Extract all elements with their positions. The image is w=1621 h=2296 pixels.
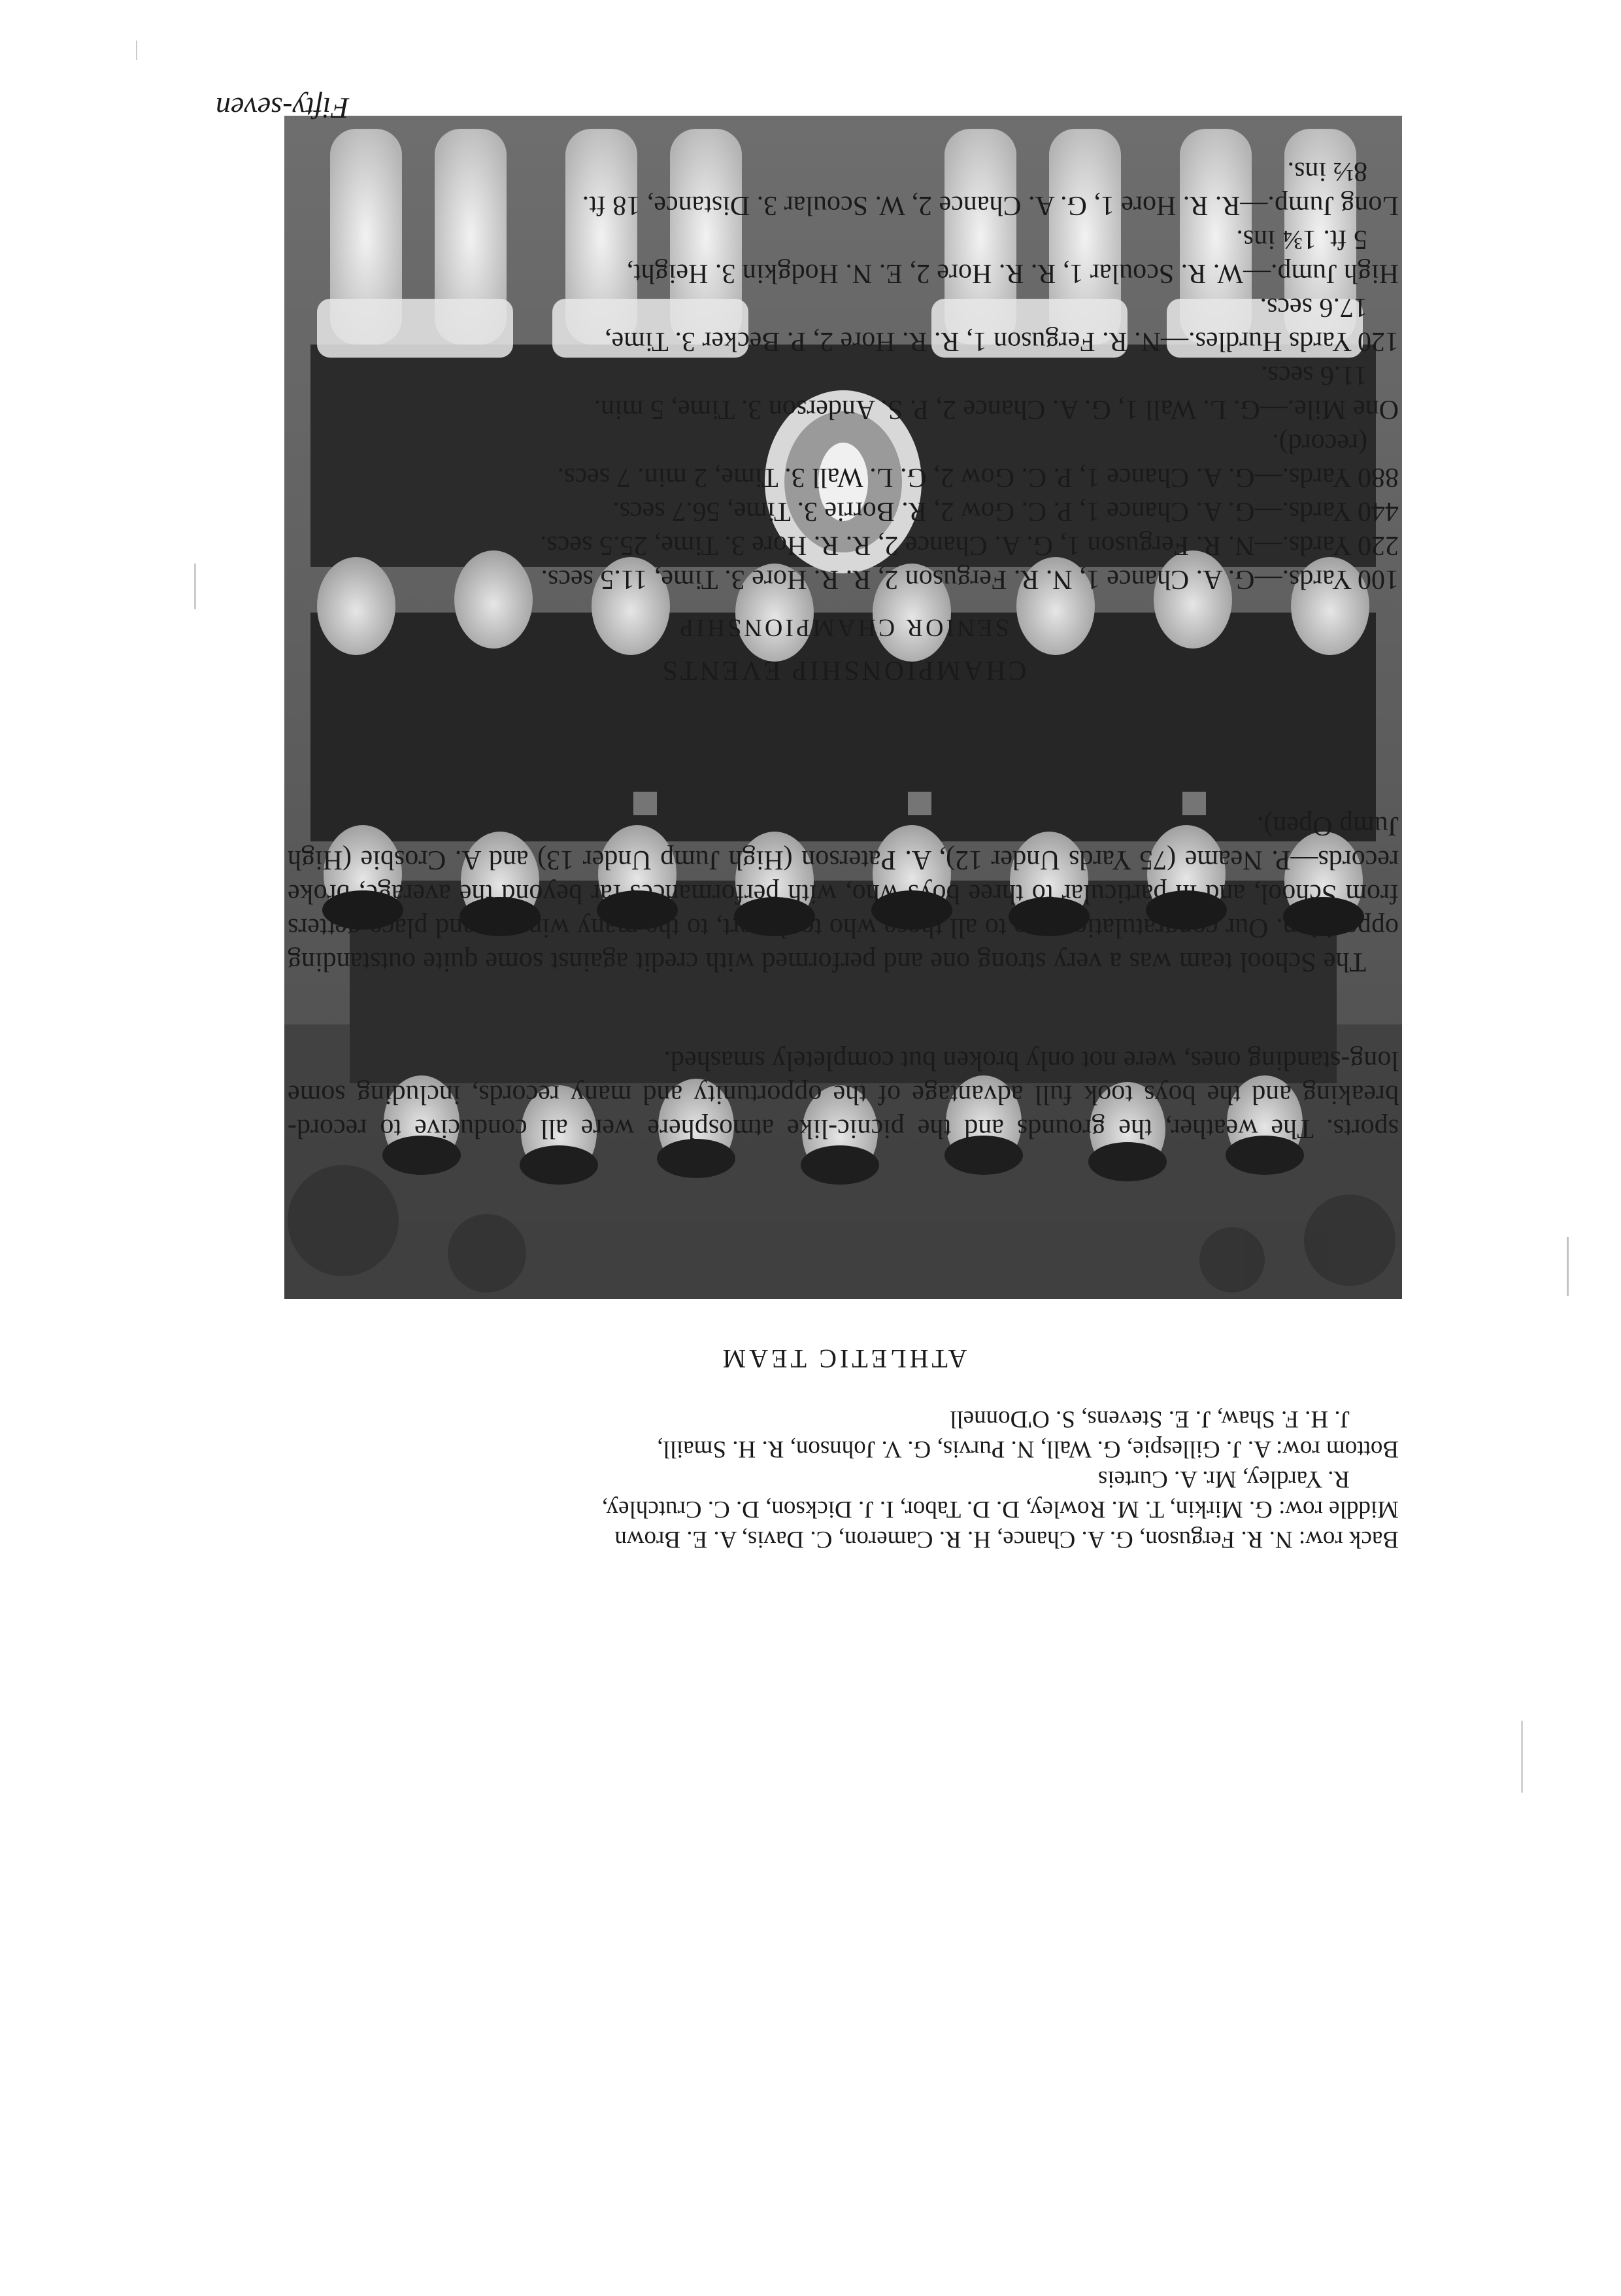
result-item (288, 528, 1399, 562)
caption-bottom-row-continued: J. H. F. Shaw, J. E. Stevens, S. O'Donnell (950, 1406, 1350, 1432)
result-line-continued: 11.6 secs. (1261, 360, 1367, 390)
caption-middle-row: Middle row: G. Mirkin, T. M. Rowley, D. D. Tabor, I. J. Dickson, D. C. Crutchley, (601, 1496, 1399, 1523)
scan-mark (194, 564, 196, 609)
body-paragraph-2: The School team was a very strong one and performed with credit against some quite outstanding opposition. Our congratulations go to all those who took part, to the many winners and place-getters from School, and in particular to three boys who, with performances far beyond the average, broke records—P. Neame (75 Yards Under 12), A. Paterson (High Jump Under 13) and A. Crosbie (High Jump Open). (288, 811, 1399, 977)
result-item (288, 290, 1399, 358)
page-number: Fifty-seven (216, 92, 350, 125)
result-item (288, 358, 1399, 426)
result-item (288, 562, 1399, 596)
result-line: One Mile.—G. L. Wall 1, G. A. Chance 2, P. S. Anderson 3. Time, 5 min. (593, 394, 1399, 424)
result-line: 880 Yards.—G. A. Chance 1, P. C. Gow 2, G. L. Wall 3. Time, 2 min. 7 secs. (557, 462, 1399, 492)
result-line: Long Jump.—R. R. Hore 1, G. A. Chance 2, W. Scoular 3. Distance, 18 ft. (582, 190, 1399, 220)
scan-mark (1567, 1237, 1569, 1296)
result-line: 120 Yards Hurdles.—N. R. Ferguson 1, R. R. Hore 2, P. Becker 3. Time, (605, 326, 1399, 356)
photo-caption (288, 1404, 1399, 1554)
result-line: 100 Yards.—G. A. Chance 1, N. R. Ferguson 2, R. R. Hore 3. Time, 11.5 secs. (541, 564, 1399, 594)
caption-bottom-row: Bottom row: A. J. Gillespie, G. Wall, N. Purvis, G. V. Johnson, R. H. Smaill, (657, 1436, 1399, 1462)
result-line: High Jump.—W. R. Scoular 1, R. R. Hore 2, E. N. Hodgkin 3. Height, (626, 258, 1399, 288)
caption-middle-row-continued: R. Yardley, Mr. A. Curteis (1097, 1466, 1350, 1493)
result-item (288, 154, 1399, 222)
photo-caption-title: ATHLETIC TEAM (719, 1344, 967, 1374)
result-item (288, 222, 1399, 290)
result-item (288, 494, 1399, 528)
championship-heading: CHAMPIONSHIP EVENTS (660, 655, 1027, 685)
result-item (288, 426, 1399, 494)
results-list (288, 154, 1399, 596)
result-line-continued: 5 ft. 1¾ ins. (1236, 224, 1367, 254)
result-line: 440 Yards.—G. A. Chance 1, P. C. Gow 2, R. Borrie 3. Time, 56.7 secs. (612, 496, 1399, 526)
result-line: 220 Yards.—N. R. Ferguson 1, G. A. Chance 2, R. R. Hore 3. Time, 25.5 secs. (539, 530, 1399, 560)
result-line-continued: 8½ ins. (1287, 156, 1367, 186)
scan-mark (1521, 1721, 1523, 1793)
scan-mark (136, 41, 137, 60)
body-paragraph-1: sports. The weather, the grounds and the picnic-like atmosphere were all conducive to record-breaking and the boys took full advantage of the opportunity and many records, including some long-standing ones, were not only broken but completely smashed. (288, 1045, 1399, 1143)
result-line-continued: 17.6 secs. (1260, 292, 1367, 322)
result-line-continued: (record). (1272, 428, 1367, 458)
caption-back-row: Back row: N. R. Ferguson, G. A. Chance, H. R. Cameron, C. Davis, A. E. Brown (614, 1526, 1399, 1553)
senior-championship-subheading: SENIOR CHAMPIONSHIP (677, 614, 1009, 641)
